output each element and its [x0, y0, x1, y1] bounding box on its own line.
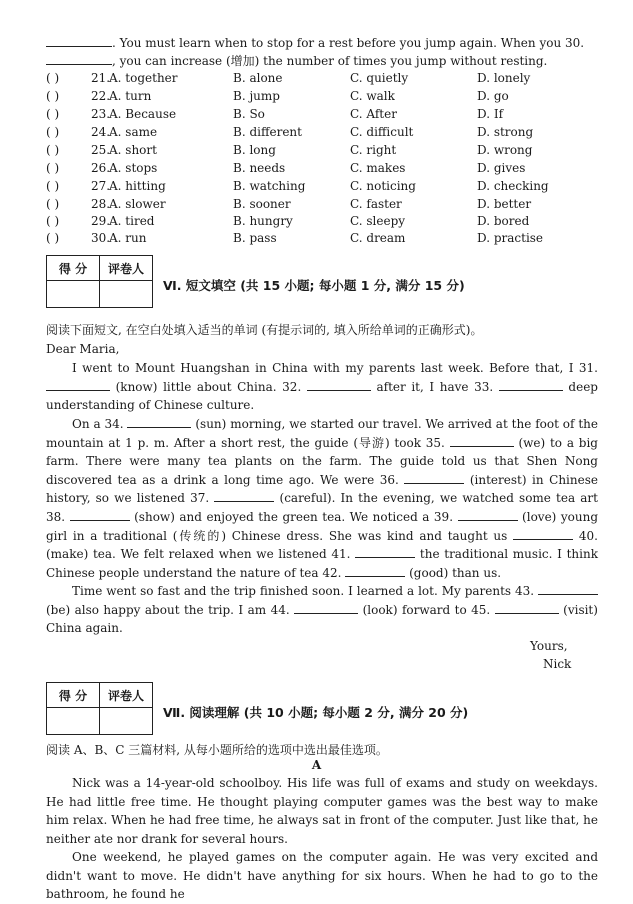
answer-blank[interactable] [294, 601, 358, 614]
score-cell[interactable] [47, 708, 100, 735]
passage-label: A [311, 758, 322, 772]
grader-cell[interactable] [100, 708, 153, 735]
answer-blank[interactable] [495, 601, 559, 614]
score-box [46, 682, 153, 735]
grader-cell[interactable] [100, 281, 153, 308]
option-d: D. go [477, 89, 509, 103]
option-b: B. watching [233, 179, 306, 193]
letter-closing: Yours, [530, 639, 568, 653]
answer-blank[interactable] [46, 52, 112, 65]
option-b: B. So [233, 107, 265, 121]
option-row: ( ) 24. A. same B. different C. difficult D. strong [46, 125, 534, 139]
answer-paren[interactable]: ( ) [46, 214, 60, 228]
option-d: D. If [477, 107, 504, 121]
grader-label: 评卷人 [100, 683, 153, 708]
option-row: ( ) 26. A. stops B. needs C. makes D. gives [46, 161, 526, 175]
option-a: A. hitting [109, 179, 166, 193]
option-c: C. sleepy [350, 214, 406, 228]
option-c: C. makes [350, 161, 406, 175]
option-c: C. After [350, 107, 397, 121]
section-instruction: 阅读 A、B、C 三篇材料, 从每小题所给的选项中选出最佳选项。 [46, 743, 388, 757]
option-c: C. dream [350, 231, 406, 245]
letter-paragraph-1: I went to Mount Huangshan in China with my parents last week. Before that, I 31. (know) little about China. 32. after it, I have 33. deep understanding of Chinese culture. [46, 361, 598, 413]
option-a: A. slower [109, 197, 166, 211]
section-title: Ⅵ. 短文填空 (共 15 小题; 每小题 1 分, 满分 15 分) [163, 278, 465, 293]
score-box [46, 255, 153, 308]
option-d: D. better [477, 197, 532, 211]
answer-blank[interactable] [538, 582, 598, 595]
passage-line-2: , you can increase (增加) the number of times you jump without resting. [46, 52, 547, 69]
answer-blank[interactable] [70, 508, 130, 521]
option-a: A. turn [109, 89, 152, 103]
option-d: D. gives [477, 161, 526, 175]
option-b: B. alone [233, 71, 283, 85]
reading-paragraph-2: One weekend, he played games on the computer again. He was very excited and didn't want to move. He didn't have anything for six hours. When he had to go to the bathroom, he found he [46, 850, 598, 902]
option-a: A. Because [109, 107, 177, 121]
answer-paren[interactable]: ( ) [46, 231, 60, 245]
option-c: C. quietly [350, 71, 409, 85]
score-cell[interactable] [47, 281, 100, 308]
option-a: A. stops [109, 161, 158, 175]
option-d: D. checking [477, 179, 549, 193]
answer-blank[interactable] [214, 489, 274, 502]
answer-blank[interactable] [127, 415, 191, 428]
letter-paragraph-2: On a 34. (sun) morning, we started our travel. We arrived at the foot of the mountain at 1 p. m. After a short rest, the guide (导游) took 35. (we) to a big farm. There were many tea plants on the farm. The guide told us that Shen Nong discovered tea as a drink a long time ago. We were 36. (interest) in Chinese history, so we listened 37. (careful). In the evening, we watched some tea art 38. (show) and enjoyed the green tea. We noticed a 39. (love) young girl in a traditional (传统的) Chinese dress. She was kind and taught us 40. (make) tea. We felt relaxed when we listened 41. the traditional music. I think Chinese people understand the nature of tea 42. (good) than us. [46, 417, 598, 580]
option-b: B. needs [233, 161, 286, 175]
option-c: C. right [350, 143, 397, 157]
option-b: B. jump [233, 89, 280, 103]
section-instruction: 阅读下面短文, 在空白处填入适当的单词 (有提示词的, 填入所给单词的正确形式)。 [46, 323, 483, 337]
answer-blank[interactable] [499, 378, 563, 391]
grader-label: 评卷人 [100, 256, 153, 281]
answer-blank[interactable] [307, 378, 371, 391]
option-a: A. tired [109, 214, 155, 228]
letter-signature: Nick [543, 657, 572, 671]
answer-paren[interactable]: ( ) [46, 107, 60, 121]
score-label: 得 分 [47, 256, 100, 281]
option-d: D. strong [477, 125, 534, 139]
answer-paren[interactable]: ( ) [46, 161, 60, 175]
option-c: C. noticing [350, 179, 416, 193]
answer-blank[interactable] [513, 527, 573, 540]
answer-paren[interactable]: ( ) [46, 71, 60, 85]
option-a: A. short [109, 143, 157, 157]
option-row: ( ) 30. A. run B. pass C. dream D. practise [46, 231, 544, 245]
letter-paragraph-3: Time went so fast and the trip finished soon. I learned a lot. My parents 43. (be) also happy about the trip. I am 44. (look) forward to 45. (visit) China again. [46, 584, 598, 636]
option-d: D. lonely [477, 71, 531, 85]
option-row: ( ) 22. A. turn B. jump C. walk D. go [46, 89, 509, 103]
option-d: D. wrong [477, 143, 533, 157]
answer-paren[interactable]: ( ) [46, 197, 60, 211]
option-row: ( ) 23. A. Because B. So C. After D. If [46, 107, 504, 121]
option-row: ( ) 27. A. hitting B. watching C. noticing D. checking [46, 179, 549, 193]
passage-line-1: . You must learn when to stop for a rest before you jump again. When you 30. [46, 34, 584, 51]
answer-blank[interactable] [345, 564, 405, 577]
answer-blank[interactable] [450, 434, 514, 447]
option-a: A. same [109, 125, 158, 139]
answer-blank[interactable] [46, 378, 110, 391]
answer-paren[interactable]: ( ) [46, 125, 60, 139]
option-a: A. together [109, 71, 178, 85]
answer-paren[interactable]: ( ) [46, 89, 60, 103]
option-b: B. hungry [233, 214, 293, 228]
option-row: ( ) 28. A. slower B. sooner C. faster D. better [46, 197, 532, 211]
option-b: B. pass [233, 231, 277, 245]
option-c: C. difficult [350, 125, 414, 139]
option-b: B. long [233, 143, 276, 157]
answer-paren[interactable]: ( ) [46, 179, 60, 193]
answer-blank[interactable] [404, 471, 464, 484]
option-c: C. walk [350, 89, 395, 103]
section-title: Ⅶ. 阅读理解 (共 10 小题; 每小题 2 分, 满分 20 分) [163, 705, 469, 720]
option-b: B. sooner [233, 197, 291, 211]
option-c: C. faster [350, 197, 402, 211]
option-d: D. practise [477, 231, 544, 245]
answer-blank[interactable] [355, 545, 415, 558]
reading-paragraph-1: Nick was a 14-year-old schoolboy. His life was full of exams and study on weekdays. He had little free time. He thought playing computer games was the best way to make him relax. When he had free time, he always sat in front of the computer. Just like that, he neither ate nor drank for several hours. [46, 776, 598, 846]
score-label: 得 分 [47, 683, 100, 708]
answer-paren[interactable]: ( ) [46, 143, 60, 157]
option-d: D. bored [477, 214, 530, 228]
letter-greeting: Dear Maria, [46, 342, 120, 356]
answer-blank[interactable] [458, 508, 518, 521]
option-b: B. different [233, 125, 302, 139]
option-a: A. run [109, 231, 147, 245]
answer-blank[interactable] [46, 34, 112, 47]
option-row: ( ) 25. A. short B. long C. right D. wrong [46, 143, 533, 157]
option-row: ( ) 29. A. tired B. hungry C. sleepy D. bored [46, 214, 530, 228]
option-row: ( ) 21. A. together B. alone C. quietly D. lonely [46, 71, 531, 85]
